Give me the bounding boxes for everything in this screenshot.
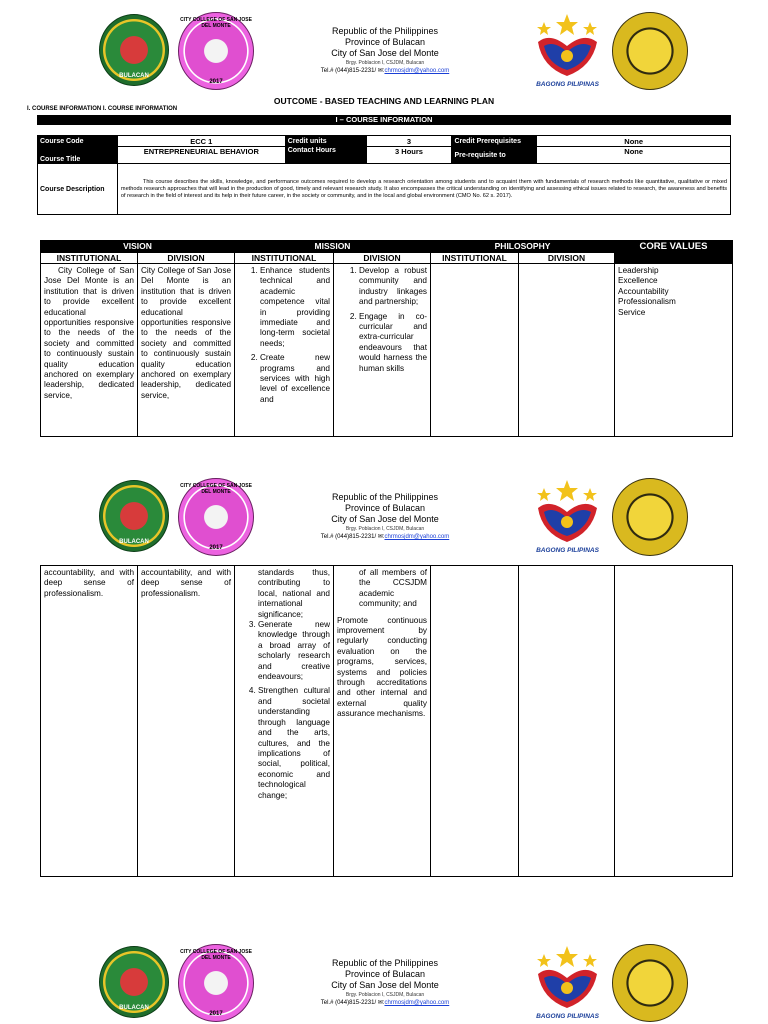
address-line: Brgy. Poblacion I, CSJDM, Bulacan — [345, 526, 425, 532]
letterhead-page-3 — [0, 932, 768, 1024]
city-seal-caption: BULACAN — [119, 73, 149, 79]
city-line: City of San Jose del Monte — [331, 48, 439, 58]
address-line: Brgy. Poblacion I, CSJDM, Bulacan — [345, 992, 425, 998]
city-seal-caption: BULACAN — [119, 539, 149, 545]
credit-units-value: 3 — [366, 136, 452, 147]
vmp-table-page-2 — [40, 565, 733, 877]
college-seal-icon — [178, 478, 254, 556]
province-line: Province of Bulacan — [344, 37, 426, 47]
email-link[interactable]: chrmosjdm@yahoo.com — [384, 1000, 450, 1006]
prereq-to-label: Pre-requisite to — [452, 147, 537, 164]
college-seal-caption: CITY COLLEGE OF SAN JOSE DEL MONTE — [180, 483, 252, 495]
contact-line — [270, 533, 500, 541]
core-value-item: Service — [618, 307, 646, 317]
mission-division-header: DIVISION — [334, 253, 431, 264]
mission-institutional-cell-cont — [235, 566, 334, 877]
core-value-item: Excellence — [618, 276, 658, 286]
core-values-cell — [615, 264, 733, 437]
mission-division-extra-text: Promote continuous improvement by regularly conducting evaluation on the programs, services, systems and policies through accreditations and other internal and external quality assurance mechanisms. — [337, 615, 427, 719]
city-line: City of San Jose del Monte — [331, 514, 439, 524]
philosophy-institutional-cell — [431, 264, 519, 437]
college-seal-year: 2017 — [209, 79, 223, 85]
mission-division-cell — [334, 264, 431, 437]
philosophy-header: PHILOSOPHY — [431, 241, 615, 253]
vision-division-text: City College of San Jose Del Monte is an institution that is driven to provide excellent educational opportunities responsive to the needs of the society and committed to continuously sustain quality education anchored on exemplary leadership, dedicated service, — [138, 264, 235, 437]
mission-institutional-cont-text: standards thus, contributing to local, national and international significance; — [258, 568, 330, 619]
philosophy-division-cell-cont — [519, 566, 615, 877]
philosophy-institutional-header: INSTITUTIONAL — [431, 253, 519, 264]
vision-division-text-cont: accountability, and with deep sense of professionalism. — [138, 566, 235, 877]
bagong-pilipinas-logo — [530, 12, 605, 88]
letterhead — [0, 0, 768, 100]
college-seal-icon — [178, 944, 254, 1022]
table-row — [41, 264, 733, 437]
list-item: 2. Engage in co-curricular and extra-curricular endeavours that would harness the human skills — [359, 312, 427, 374]
table-row — [38, 147, 731, 164]
republic-line: Republic of the Philippines — [331, 26, 439, 36]
mission-institutional-header: INSTITUTIONAL — [235, 253, 334, 264]
address-line: Brgy. Poblacion I, CSJDM, Bulacan — [345, 60, 425, 66]
city-seal-icon — [99, 946, 169, 1018]
city-government-seal-icon — [612, 12, 688, 90]
phone-text: Tel.# (044)815-2231/ ✉: — [320, 1000, 385, 1006]
credit-prereq-value: None — [537, 136, 731, 147]
province-line: Province of Bulacan — [344, 503, 426, 513]
vision-header: VISION — [41, 241, 235, 253]
republic-line: Republic of the Philippines — [331, 492, 439, 502]
college-seal-caption: CITY COLLEGE OF SAN JOSE DEL MONTE — [180, 17, 252, 29]
bagong-pilipinas-icon — [530, 944, 605, 1012]
city-line: City of San Jose del Monte — [331, 980, 439, 990]
core-values-header: CORE VALUES — [615, 241, 733, 264]
list-item: 2. Create new programs and services with high level of excellence and — [260, 353, 330, 405]
phone-text: Tel.# (044)815-2231/ ✉: — [320, 534, 385, 540]
letterhead-text — [270, 26, 500, 75]
page-title: OUTCOME - BASED TEACHING AND LEARNING PLAN — [273, 96, 495, 106]
bagong-pilipinas-icon — [530, 12, 605, 80]
vision-division-header: DIVISION — [138, 253, 235, 264]
contact-line — [270, 999, 500, 1007]
republic-line: Republic of the Philippines — [331, 958, 439, 968]
core-value-item: Accountability — [618, 286, 669, 296]
college-seal-year: 2017 — [209, 1011, 223, 1017]
contact-hours-value: 3 Hours — [366, 147, 452, 164]
philosophy-division-header: DIVISION — [519, 253, 615, 264]
mission-header: MISSION — [235, 241, 431, 253]
phone-text: Tel.# (044)815-2231/ ✉: — [320, 68, 385, 74]
section-header-bar: I – COURSE INFORMATION — [37, 115, 731, 125]
vision-institutional-header: INSTITUTIONAL — [41, 253, 138, 264]
credit-units-label: Credit units — [285, 136, 366, 147]
mission-division-cell-cont — [334, 566, 431, 877]
course-title-label: Course Title — [38, 147, 118, 164]
letterhead-page-2 — [0, 466, 768, 566]
course-title-value: ENTREPRENEURIAL BEHAVIOR — [117, 147, 285, 164]
bagong-pilipinas-caption: BAGONG PILIPINAS — [536, 1013, 599, 1020]
core-values-cell-cont — [615, 566, 733, 877]
core-value-item: Leadership — [618, 266, 659, 275]
city-seal-icon — [99, 14, 169, 86]
city-government-seal-icon — [612, 478, 688, 556]
course-code-value: ECC 1 — [117, 136, 285, 147]
prereq-to-value: None — [537, 147, 731, 164]
table-row — [41, 566, 733, 877]
mission-division-list — [337, 266, 427, 374]
bagong-pilipinas-logo — [530, 944, 605, 1020]
contact-line — [270, 67, 500, 75]
section-label: I. COURSE INFORMATION I. COURSE INFORMATION — [27, 106, 178, 112]
bagong-pilipinas-logo — [530, 478, 605, 554]
email-link[interactable]: chrmosjdm@yahoo.com — [384, 534, 450, 540]
philosophy-division-cell — [519, 264, 615, 437]
bagong-pilipinas-caption: BAGONG PILIPINAS — [536, 547, 599, 554]
college-seal-caption: CITY COLLEGE OF SAN JOSE DEL MONTE — [180, 949, 252, 961]
course-info-table — [37, 135, 731, 215]
table-row — [38, 164, 731, 215]
college-seal-icon — [178, 12, 254, 90]
bagong-pilipinas-icon — [530, 478, 605, 546]
table-row — [41, 241, 733, 253]
list-item: 1. Enhance students technical and academic competence vital in providing immediate and long-term societal needs; — [260, 266, 330, 349]
credit-prereq-label: Credit Prerequisites — [452, 136, 537, 147]
mission-institutional-list-cont — [238, 620, 330, 801]
mission-institutional-cell — [235, 264, 334, 437]
course-description-text: This course describes the skills, knowledge, and performance outcomes required to develop a research orientation among students and to acquaint them with fundamentals of research methods like quantitative, qualitative or mixed methods research approaches that will lead in the production of good, timely and relevant research study. It also encompasses the critical understanding on identifying and assessing ethical issues related to research, the awareness and benefits of research in the field of interest and its help in their future career, in the society or community, and in the local and global environment (CMO No. 62 s. 2017). — [117, 164, 730, 215]
list-item: 3. Generate new knowledge through a broad array of scholarly research and creative endeavours; — [258, 620, 330, 682]
course-code-label: Course Code — [38, 136, 118, 147]
list-item: 1. Develop a robust community and industry linkages and partnership; — [359, 266, 427, 308]
email-link[interactable]: chrmosjdm@yahoo.com — [384, 68, 450, 74]
vmp-table-page-1 — [40, 240, 733, 437]
city-seal-caption: BULACAN — [119, 1005, 149, 1011]
bagong-pilipinas-caption: BAGONG PILIPINAS — [536, 81, 599, 88]
letterhead-text — [270, 492, 500, 541]
core-value-item: Professionalism — [618, 297, 676, 307]
mission-institutional-list — [238, 266, 330, 405]
table-row — [38, 136, 731, 147]
philosophy-institutional-cell-cont — [431, 566, 519, 877]
course-description-label: Course Description — [38, 164, 118, 215]
college-seal-year: 2017 — [209, 545, 223, 551]
letterhead-text — [270, 958, 500, 1007]
city-government-seal-icon — [612, 944, 688, 1022]
list-item: 4. Strengthen cultural and societal understanding through language and the arts, cultures, and the implications of social, political, economic and technological change; — [258, 686, 330, 800]
vision-institutional-text-cont: accountability, and with deep sense of professionalism. — [41, 566, 138, 877]
contact-hours-label: Contact Hours — [285, 147, 366, 164]
mission-division-cont-text: of all members of the CCSJDM academic community; and — [359, 568, 427, 609]
vision-institutional-text: City College of San Jose Del Monte is an institution that is driven to provide excellent educational opportunities responsive to the needs of the society and committed to continuously sustain quality education anchored on exemplary leadership, dedicated service, — [41, 264, 138, 437]
city-seal-icon — [99, 480, 169, 552]
province-line: Province of Bulacan — [344, 969, 426, 979]
